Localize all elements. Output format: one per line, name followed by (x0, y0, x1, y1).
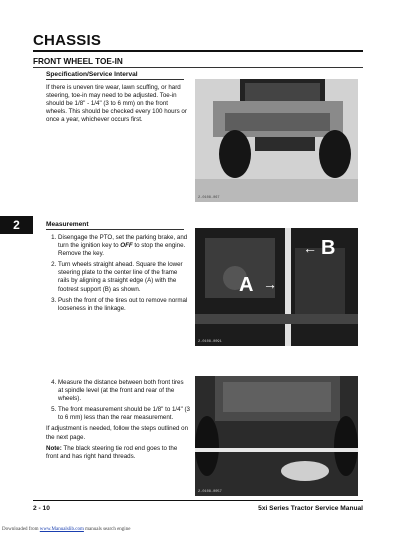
spec-paragraph: If there is uneven tire wear, lawn scuffing, or hard steering, toe-in may need to be adjusted. Toe-in should be 1/8" - 1/4" (3 to 6 mm) on the front wheels. This should be checked every 100 hours or once a year, whichever occurs first. (46, 84, 187, 124)
label-a: A (239, 274, 254, 296)
page-number: 2 - 10 (33, 505, 50, 512)
arrow-left-icon: ← (303, 240, 317, 256)
spec-rule (46, 79, 184, 80)
tire-measure-image (195, 376, 358, 496)
manual-title: 5xi Series Tractor Service Manual (258, 505, 363, 512)
photo-caption-1: 2-0108-067 (198, 196, 220, 200)
spec-text (46, 84, 188, 127)
step-2: 2. Turn wheels straight ahead. Square the lower steering plate to the center line of the frame rails by aligning a straight edge (A) with the footrest support (B) as shown. (58, 261, 190, 293)
download-notice (2, 527, 130, 532)
photo-caption-3: 2-0108-0057 (198, 490, 222, 494)
note-paragraph (46, 445, 190, 461)
footer-rule (33, 500, 363, 501)
note-label: Note: (46, 444, 62, 452)
tire-measure-text (46, 379, 190, 464)
chapter-title: CHASSIS (33, 32, 102, 49)
step-3: 3. Push the front of the tires out to remove normal looseness in the linkage. (58, 297, 190, 313)
measurement-steps (46, 234, 190, 316)
photo-caption-2: 2-0108-0091 (198, 340, 222, 344)
note-text: The black steering tie rod end goes to the front and has right hand threads. (46, 444, 178, 460)
title-rule (33, 50, 363, 52)
chapter-tab: 2 (0, 216, 33, 234)
manualslib-link[interactable]: www.Manualslib.com (39, 527, 84, 532)
download-suffix: manuals search engine (83, 527, 131, 532)
tractor-front-image (195, 79, 358, 202)
section-title: FRONT WHEEL TOE-IN (33, 57, 123, 66)
spec-subheading: Specification/Service Interval (46, 71, 138, 78)
tire-measure-photo (195, 376, 358, 496)
section-rule (33, 67, 363, 68)
steering-plate-photo (195, 228, 358, 346)
step-5: 5. The front measurement should be 1/8" to 1/4" (3 to 6 mm) less than the rear measurement. (58, 406, 190, 422)
label-b: B (321, 237, 336, 259)
step-4: 4. Measure the distance between both front tires at spindle level (at the front and rear of the wheels). (58, 379, 190, 403)
arrow-right-icon: → (263, 276, 277, 292)
measurement-rule (46, 229, 184, 230)
tractor-front-photo (195, 79, 358, 202)
download-prefix: Downloaded from (2, 527, 40, 532)
adjust-paragraph: If adjustment is needed, follow the steps outlined on the next page. (46, 425, 189, 441)
step-1: 1. Disengage the PTO, set the parking brake, and turn the ignition key to OFF to stop the engine. Remove the key. (58, 234, 190, 258)
measurement-subheading: Measurement (46, 221, 89, 228)
